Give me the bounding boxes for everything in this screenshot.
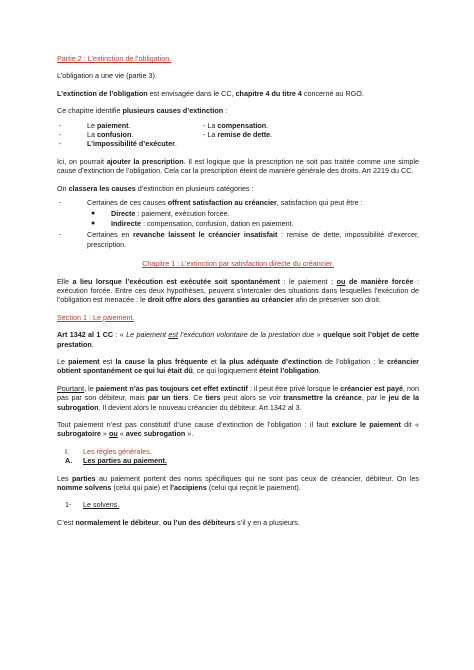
paragraph-subrogation: Pourtant, le paiement n’as pas toujours cet effet extinctif : il peut être privé lorsque le créancier est payé, non pas par son débiteur, mais par un tiers. Ce tiers peut alors se voir transmettre la créance, par le jeu de la subrogation. Il devient alors le nouveau créancier du débiteur. Art 1342 al 3. bbox=[57, 383, 420, 412]
paragraph-article-1342: Art 1342 al 1 CC : « Le paiement est l’exécution volontaire de la prestation due » quelque soit l’objet de cette prestation. bbox=[57, 330, 419, 349]
list-item bbox=[57, 130, 419, 139]
heading-level-3: 1- Le solvens. bbox=[65, 500, 120, 510]
list-dash: - bbox=[59, 139, 62, 149]
paragraph-extinction-cc bbox=[57, 89, 419, 98]
cause-right: - La compensation. bbox=[203, 120, 269, 130]
heading-level-2: A. Les parties au paiement. bbox=[65, 456, 167, 466]
part-title: Partie 2 : L’extinction de l’obligation. bbox=[57, 54, 172, 63]
list-dash: - bbox=[59, 198, 62, 208]
text: Ce chapitre identifie bbox=[57, 106, 123, 116]
text: est envisagée dans le CC, bbox=[147, 88, 236, 98]
paragraph-execution: Elle a lieu lorsque l’exécution est exécutée soit spontanément : le paiement ; ou de manière forcée : exécution forcée. Entre ces deux hypothèses, peuvent s’intercaler des situations dans lesquelles l’exécution de l’obligation est menacée : le droit offre alors des garanties au créancier afin de préserver son droit. bbox=[57, 276, 420, 305]
document-content bbox=[57, 54, 419, 527]
list-item bbox=[57, 121, 419, 130]
heading-level-1: I. Les règles générales. bbox=[65, 446, 152, 456]
paragraph-parties: Les parties au paiement portent des noms spécifiques qui ne sont pas ceux de créancier, débiteur. On les nomme solvens (celui qui paie) et l’accipiens (celui qui reçoit le paiement). bbox=[57, 473, 419, 492]
sub-list-item: ● Directe : paiement, exécution forcée. bbox=[57, 209, 419, 218]
list-dash: - bbox=[59, 230, 62, 240]
paragraph-prescription: Ici, on pourrait ajouter la prescription. Il est logique que la prescription ne soit pas traitée comme une simple cause d’extinction de l’obligation. Cela car la prescription éteint de manière générale des droits. Art 2219 du CC. bbox=[57, 156, 419, 176]
categories-list bbox=[57, 198, 419, 249]
paragraph-solvens: C’est normalement le débiteur, ou l’un des débiteurs s’il y en a plusieurs. bbox=[57, 517, 300, 527]
list-item: - Certaines en revanche laissent le créancier insatisfait : remise de dette, impossibilité d’exercer, prescription. bbox=[59, 230, 419, 249]
cause-left: Le paiement. bbox=[87, 120, 131, 130]
bullet-icon: ● bbox=[91, 210, 96, 218]
cause-left: La confusion. bbox=[87, 130, 134, 140]
cause-right: - La remise de dette. bbox=[203, 130, 273, 140]
paragraph-categories-intro: On classera les causes d’extinction en plusieurs catégories : bbox=[57, 183, 254, 193]
text-bold: L’extinction de l’obligation bbox=[57, 88, 148, 98]
cause-left: L’impossibilité d’exécuter. bbox=[87, 139, 177, 149]
list-item bbox=[57, 139, 419, 148]
text: : bbox=[223, 106, 228, 116]
paragraph-causes-intro bbox=[57, 106, 419, 115]
section-heading: Section 1 : Le paiement. bbox=[57, 312, 135, 322]
chapter-heading: Chapitre 1 : L’extinction par satisfaction directe du créancier. bbox=[142, 259, 334, 269]
text-bold: chapitre 4 du titre 4 bbox=[235, 88, 302, 98]
list-dash: - bbox=[59, 130, 62, 140]
sub-list-item: ● Indirecte : compensation, confusion, dation en paiement. bbox=[57, 219, 419, 228]
bullet-icon: ● bbox=[91, 219, 96, 227]
intro-paragraph: L’obligation a une vie (partie 3). bbox=[57, 71, 157, 81]
paragraph-paiement-cause: Le paiement est la cause la plus fréquente et la plus adéquate d’extinction de l’obligation : le créancier obtient spontanément ce qui lui était dû, ce qui logiquement éteint l’obligation. bbox=[57, 356, 419, 376]
list-item: - Certaines de ces causes offrent satisfaction au créancier, satisfaction qui peut être : bbox=[59, 198, 363, 208]
causes-list bbox=[57, 121, 419, 149]
list-dash: - bbox=[59, 120, 62, 130]
text-bold: plusieurs causes d’extinction bbox=[122, 106, 224, 116]
text: concerné au RGO. bbox=[301, 88, 364, 98]
paragraph-exclusion: Tout paiement n’est pas constitutif d’une cause d’extinction de l’obligation : il faut exclure le paiement dit « subrogatoire » ou « avec subrogation ». bbox=[57, 419, 419, 439]
